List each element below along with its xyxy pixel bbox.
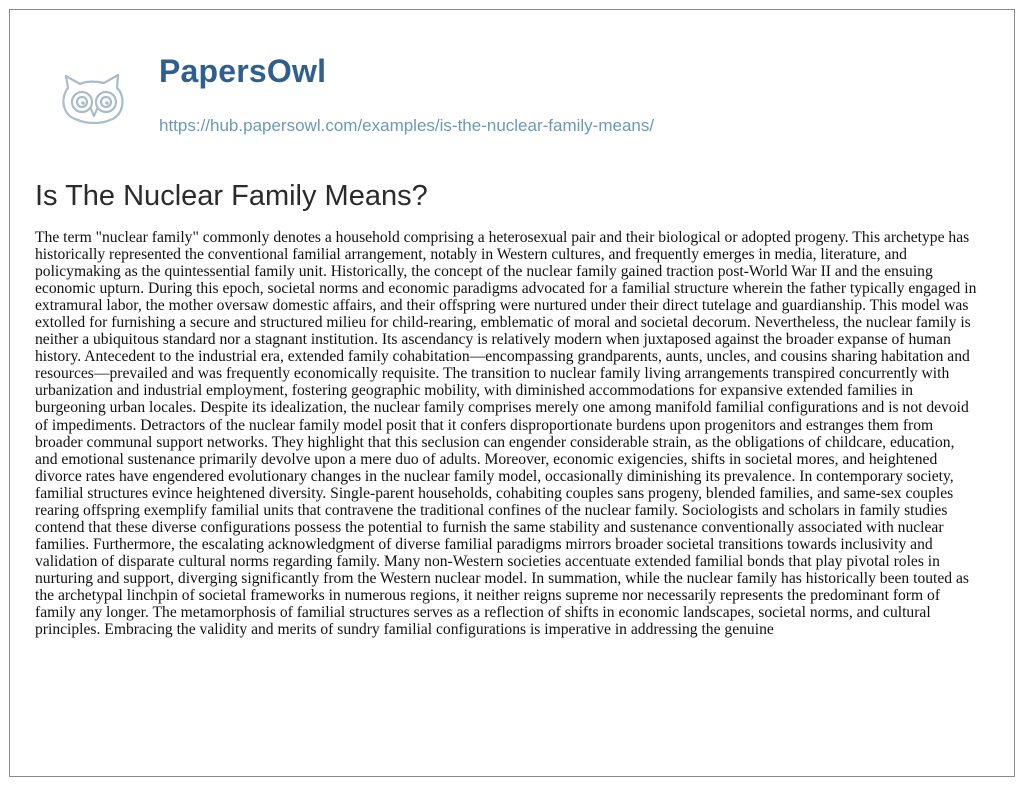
brand-name[interactable]: PapersOwl [159, 53, 327, 89]
owl-logo-icon [54, 72, 144, 132]
document-page [9, 9, 1015, 777]
source-url-link[interactable]: https://hub.papersowl.com/examples/is-the-nuclear-family-means/ [159, 116, 655, 135]
page-title: Is The Nuclear Family Means? [35, 180, 428, 212]
site-header [54, 53, 954, 142]
essay-body: The term "nuclear family" commonly denotes a household comprising a heterosexual pair and their biological or adopted progeny. This archetype has historically represented the conventional familial arrangement, notably in Western cultures, and frequently emerges in media, literature, and policymaking as the quintessential family unit. Historically, the concept of the nuclear family gained traction post-World War II and the ensuing economic upturn. During this epoch, societal norms and economic paradigms advocated for a familial structure wherein the father typically engaged in extramural labor, the mother oversaw domestic affairs, and their offspring were nurtured under their direct tutelage and guardianship. This model was extolled for furnishing a secure and structured milieu for child-rearing, emblematic of moral and societal decorum. Nevertheless, the nuclear family is neither a ubiquitous standard nor a stagnant institution. Its ascendancy is relatively modern when juxtaposed against the broader expanse of human history. Antecedent to the industrial era, extended family cohabitation—encompassing grandparents, aunts, uncles, and cousins sharing habitation and resources—prevailed and was frequently economically requisite. The transition to nuclear family living arrangements transpired concurrently with urbanization and industrial employment, fostering geographic mobility, with diminished accommodations for expansive extended families in burgeoning urban locales. Despite its idealization, the nuclear family comprises merely one among manifold familial configurations and is not devoid of impediments. Detractors of the nuclear family model posit that it confers disproportionate burdens upon progenitors and estranges them from broader communal support networks. They highlight that this seclusion can engender considerable strain, as the obligations of childcare, education, and emotional sustenance primarily devolve upon a mere duo of adults. Moreover, economic exigencies, shifts in societal mores, and heightened divorce rates have engendered evolutionary changes in the nuclear family model, occasionally diminishing its prevalence. In contemporary society, familial structures evince heightened diversity. Single-parent households, cohabiting couples sans progeny, blended families, and same-sex couples rearing offspring exemplify familial units that contravene the traditional confines of the nuclear family. Sociologists and scholars in family studies contend that these diverse configurations possess the potential to furnish the same stability and sustenance conventionally associated with nuclear families. Furthermore, the escalating acknowledgment of diverse familial paradigms mirrors broader societal transitions towards inclusivity and validation of disparate cultural norms regarding family. Many non-Western societies accentuate extended familial bonds that play pivotal roles in nurturing and support, diverging significantly from the Western nuclear model. In summation, while the nuclear family has historically been touted as the archetypal linchpin of societal frameworks in numerous regions, it neither reigns supreme nor necessarily represents the predominant form of family any longer. The metamorphosis of familial structures serves as a reflection of shifts in economic landscapes, societal norms, and cultural principles. Embracing the validity and merits of sundry familial configurations is imperative in addressing the genuine [35, 229, 977, 639]
